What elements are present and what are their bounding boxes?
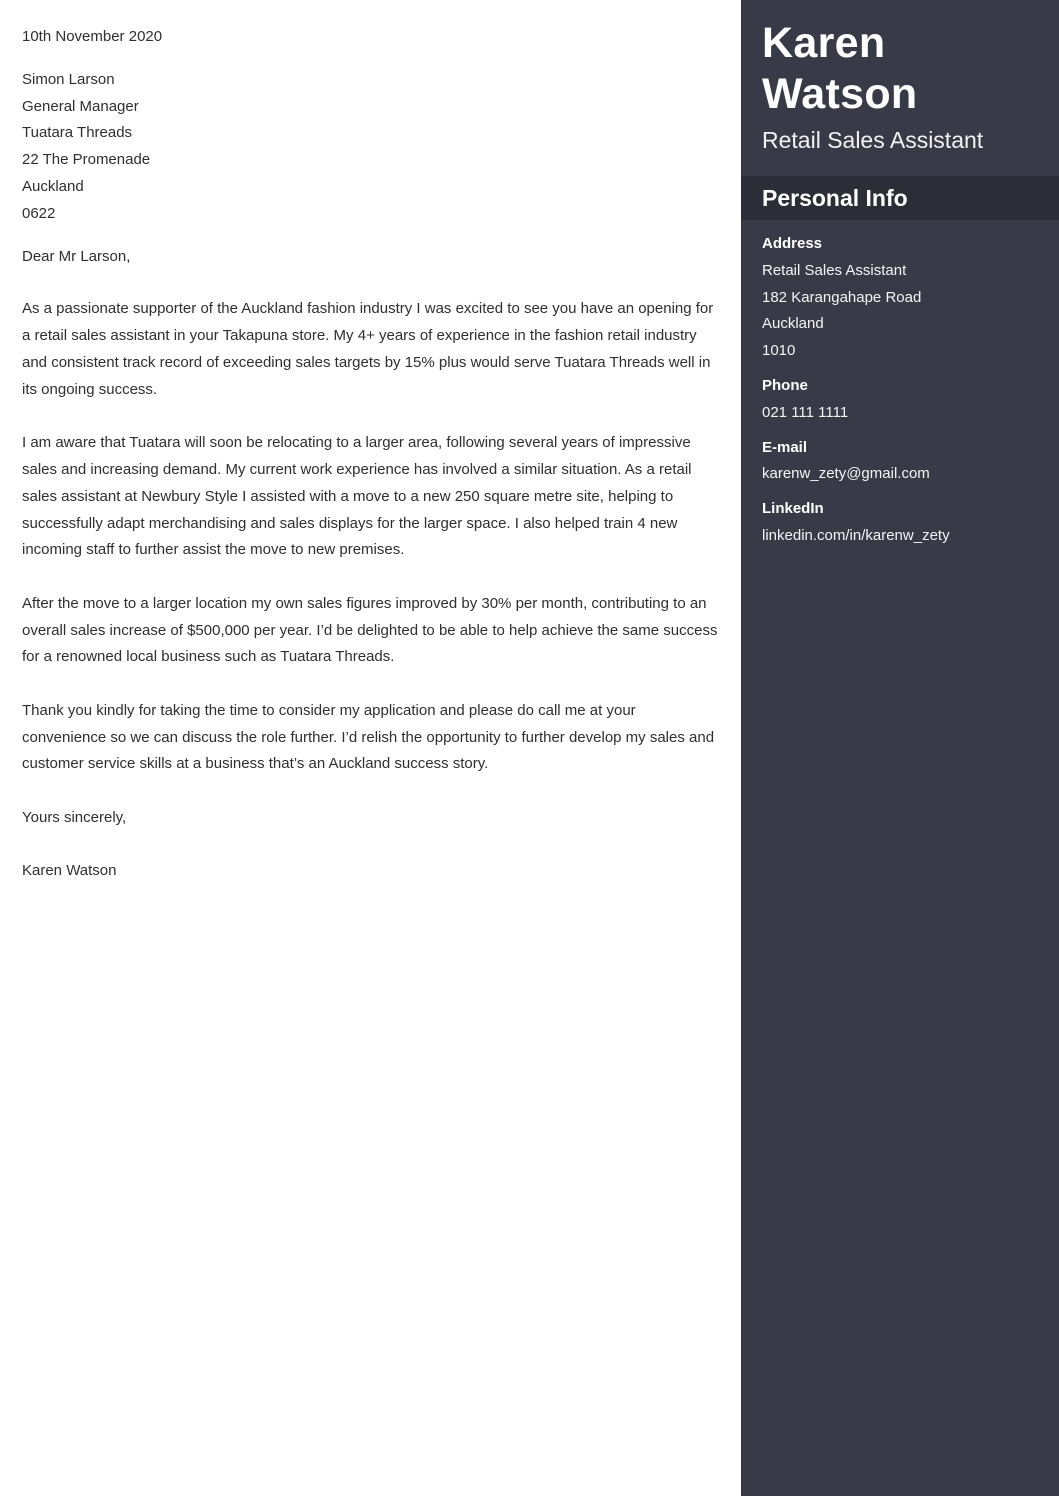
address-label: Address <box>762 235 823 252</box>
address-line: 182 Karangahape Road <box>762 288 922 306</box>
salutation: Dear Mr Larson, <box>22 247 131 265</box>
recipient-company: Tuatara Threads <box>22 124 133 142</box>
address-line: 1010 <box>762 342 796 360</box>
sidebar <box>741 0 1059 1496</box>
recipient-postcode: 0622 <box>22 204 56 222</box>
letter-paragraph: After the move to a larger location my own sales figures improved by 30% per month, contributing to an overall sales increase of $500,000 per year. I’d be delighted to be able to help achieve the same success for a renowned local business such as Tuatara Threads. <box>22 594 718 666</box>
address-line: Auckland <box>762 315 824 333</box>
linkedin-label: LinkedIn <box>762 500 824 518</box>
linkedin-value: linkedin.com/in/karenw_zety <box>762 526 950 544</box>
linkedin-block <box>762 496 1052 550</box>
recipient-title: General Manager <box>22 97 139 115</box>
personal-info-header: Personal Info <box>741 176 1059 220</box>
email-label: E-mail <box>762 438 808 456</box>
letter-paragraph: I am aware that Tuatara will soon be relocating to a larger area, following several years of impressive sales and increasing demand. My current work experience has involved a similar situation. As a retail sales assistant at Newbury Style I assisted with a move to a new 250 square metre site, helping to successfully adapt merchandising and sales displays for the larger space. I also helped train 4 new incoming staff to further assist the move to new premises. <box>22 434 692 559</box>
letter-paragraph: Thank you kindly for taking the time to consider my application and please do call me at your convenience so we can discuss the role further. I’d relish the opportunity to further develop my sales and customer service skills at a business that’s an Auckland success story. <box>22 701 715 773</box>
recipient-city: Auckland <box>22 177 84 195</box>
email-block <box>762 435 1052 489</box>
last-name: Watson <box>762 70 918 118</box>
signature: Karen Watson <box>22 862 117 880</box>
letter-paragraph: As a passionate supporter of the Auckland fashion industry I was excited to see you have an opening for a retail sales assistant in your Takapuna store. My 4+ years of experience in the fashion retail industry and consistent track record of exceeding sales targets by 15% plus would serve Tuatara Threads well in its ongoing success. <box>22 300 714 398</box>
phone-label: Phone <box>762 376 808 394</box>
job-title: Retail Sales Assistant <box>762 127 984 153</box>
phone-value: 021 111 1111 <box>762 403 849 421</box>
phone-block <box>762 373 1052 427</box>
applicant-name <box>762 18 1052 120</box>
recipient-name: Simon Larson <box>22 70 115 88</box>
personal-info <box>762 231 1052 558</box>
letter-body <box>22 24 722 885</box>
recipient-block <box>22 67 722 228</box>
address-line: Retail Sales Assistant <box>762 261 907 279</box>
email-value: karenw_zety@gmail.com <box>762 465 930 483</box>
closing: Yours sincerely, <box>22 808 127 826</box>
address-block <box>762 231 1052 365</box>
recipient-street: 22 The Promenade <box>22 151 151 169</box>
first-name: Karen <box>762 19 886 67</box>
letter-date: 10th November 2020 <box>22 28 163 45</box>
